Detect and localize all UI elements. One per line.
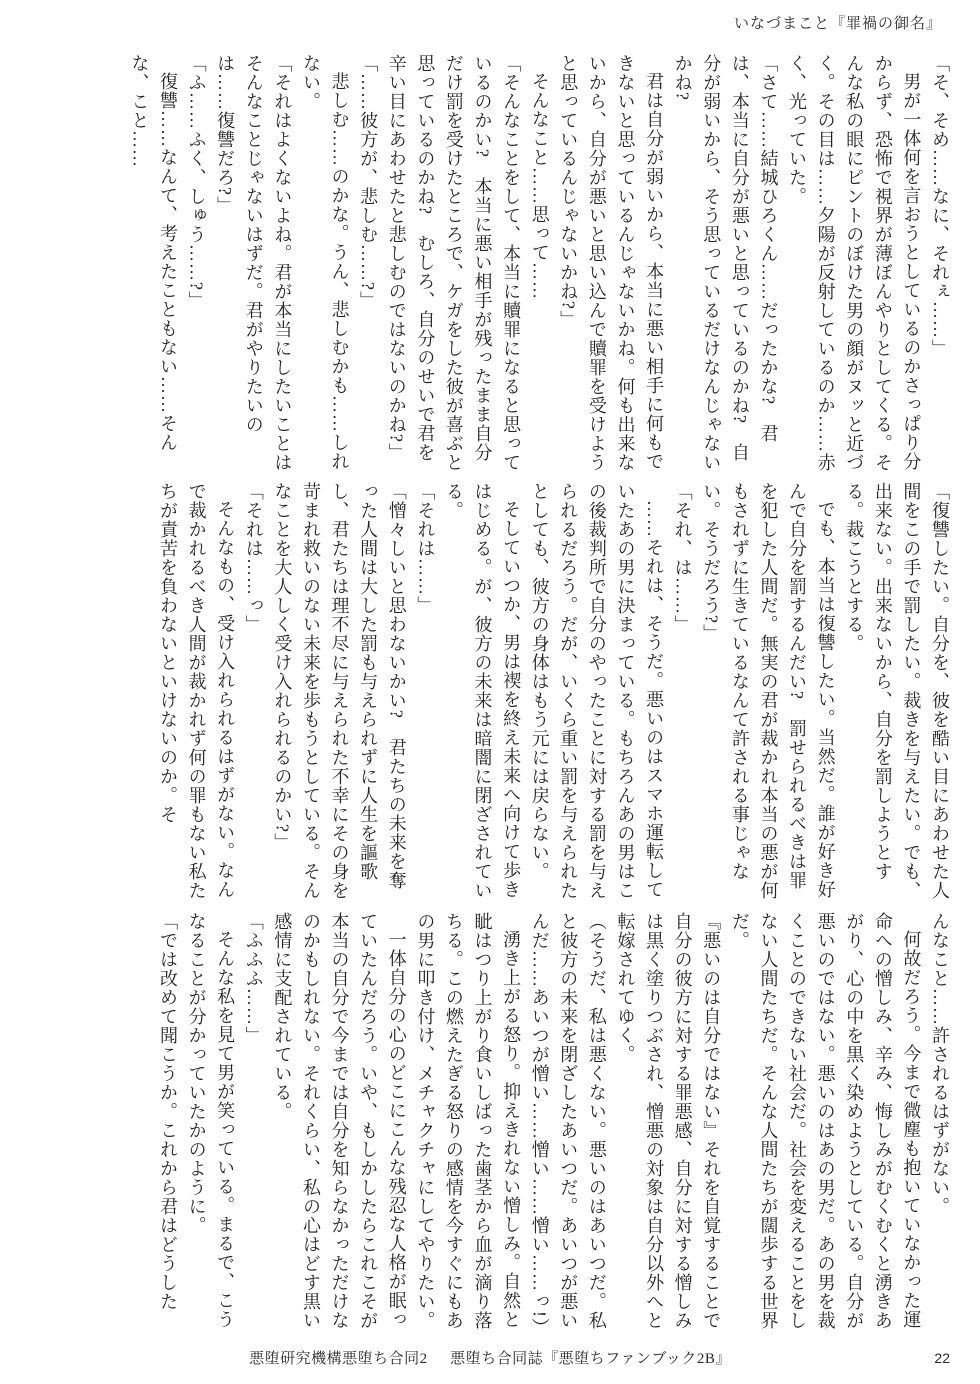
paragraph: 『悪いのは自分ではない』それを自覚することで自分の彼方に対する罪悪感、自分に対する憎しみは黒く塗りつぶされ、憎悪の対象は自分以外へと転嫁されてゆく。 <box>615 912 722 1330</box>
paragraph: ……それは、そうだ。悪いのはスマホ運転していたあの男に決まっている。もちろんあの男はこの後裁判所で自分のやったことに対する罰を与えられるだろう。だが、いくら重い罰を与えられたとしても、彼方の身体はもう元には戻らない。 <box>529 482 665 900</box>
paragraph: そしていつか、男は禊を終え未来へ向けて歩きはじめる。が、彼方の未来は暗闇に閉ざされている。 <box>443 482 522 900</box>
paragraph: 「憎々しいと思わないかい? 君たちの未来を奪った人間は大した罰も与えられずに人生を謳歌し、君たちは理不尽に与えられた不幸にその身を苛まれ救いのない未来を歩もうとしている。そんなことを大人しく受け入れられるのかい?」 <box>272 482 407 900</box>
paragraph: （そうだ、私は悪くない。悪いのはあいつだ。私と彼方の未来を閉ざしたあいつだ。あいつが悪いんだ……あいつが憎い……憎い……憎い……っ!） <box>529 912 607 1337</box>
paragraph: そんなもの、受け入れられるはずがない。なんで裁かれるべき人間が裁かれず何の罪もない私たちが責苦を負わないといけないのか。そ <box>157 482 236 900</box>
paragraph: 「さて……結城ひろくん……だったかな? 君は、本当に自分が悪いと思っているのかね? 自分が弱いから、そう思っているだけなんじゃないかね? <box>672 54 779 472</box>
page-number: 22 <box>934 1350 950 1366</box>
paragraph: そんな私を見て男が笑っている。まるで、こうなることが分かっていたかのように。 <box>186 912 236 1329</box>
paragraph: 男が一体何を言おうとしているのかさっぱり分からず、恐怖で視界が薄ぼんやりとしてくる。そんな私の眼にピントのぼけた男の顔がヌッと近づく。その目は……夕陽が反射しているのか……赤く、光っていた。 <box>787 54 922 472</box>
paragraph: 君は自分が弱いから、本当に悪い相手に何もできないと思っているんじゃないかね。何も出来ないから、自分が悪いと思い込んで贖罪を受けようと思っているんじゃないかね?」 <box>558 54 665 472</box>
paragraph: 「ふ……ふく、しゅう……?」 <box>186 54 207 310</box>
page-header-title: いなづまこと『罪禍の御名』 <box>733 16 942 32</box>
paragraph: 「……彼方が、悲しむ……?」 <box>358 54 379 310</box>
paragraph: 「それは……」 <box>415 482 436 615</box>
paragraph: 湧き上がる怒り。抑えきれない憎しみ。自然と眦はつり上がり食いしばった歯茎から血が滴り落ちる。この燃えたぎる怒りの感情を今すぐにもあの男に叩き付け、メチャクチャにしてやりたい。 <box>415 912 522 1330</box>
text-block-middle <box>88 482 954 904</box>
footer-credit-right: 悪堕ち合同誌『悪堕ちファンブック2B』 <box>450 1351 731 1367</box>
paragraph: 「それ、は……」 <box>672 482 693 634</box>
paragraph: 悲しむ……のかな。うん、悲しむかも……しれない。 <box>300 54 350 471</box>
footer-credit <box>0 1347 980 1368</box>
paragraph: 何故だろう。今まで微塵も抱いていなかった運命への憎しみ、辛み、悔しみがむくむくと湧きあがり、心の中を黒く染めようとしている。自分が悪いのではない。悪いのはあの男だ。あの男を裁くことのできない社会だ。社会を変えることをしない人間たちだ。そんな人間たちが闊歩する世界だ。 <box>729 912 922 1330</box>
paragraph: 「そ、そめ……なに、それぇ……」 <box>930 54 950 358</box>
paragraph: 復讐……なんて、考えたこともない……そんな、こと…… <box>129 54 178 452</box>
text-block-top <box>88 54 954 476</box>
paragraph: 「それはよくないよね。君が本当にしたいことはそんなことじゃないはずだ。君がやりたいのは……復讐だろ?」 <box>215 54 293 472</box>
paragraph: そんなこと……思って…… <box>529 72 550 300</box>
paragraph: 「そんなことをして、本当に贖罪になると思っているのかい? 本当に悪い相手が残ったまま自分だけ罰を受けたところで、ケガをした彼が喜ぶと思っているのかね? むしろ、自分のせいで君を辛い目にあわせたと悲しむのではないのかね?」 <box>386 54 522 472</box>
footer-credit-left: 悪堕研究機構悪堕ち合同2 <box>249 1351 428 1367</box>
paragraph: 「では改めて聞こうか。これから君はどうした <box>157 912 178 1311</box>
paragraph: んなこと……許されるはずがない。 <box>930 912 950 1216</box>
paragraph: 「ふふふ……」 <box>243 912 264 1045</box>
text-block-bottom <box>88 912 954 1337</box>
paragraph: 「復讐したい。自分を、彼を酷い目にあわせた人間をこの手で罰したい。裁きを与えたい。でも、出来ない。出来ないから、自分を罰しようとする。裁こうとする。 <box>844 482 950 900</box>
paragraph: 一体自分の心のどこにこんな残忍な人格が眠っていたんだろう。いや、もしかしたらこれこそが本当の自分で今までは自分を知らなかっただけなのかもしれない。それくらい、私の心はどす黒い感情に支配されている。 <box>272 912 407 1330</box>
paragraph: 「それは……っ」 <box>243 482 264 634</box>
paragraph: でも、本当は復讐したい。当然だ。誰が好き好んで自分を罰するんだい? 罰せられるべきは罪を犯した人間だ。無実の君が裁かれ本当の悪が何もされずに生きているなんて許される事じゃない。そうだろう?」 <box>701 482 836 900</box>
